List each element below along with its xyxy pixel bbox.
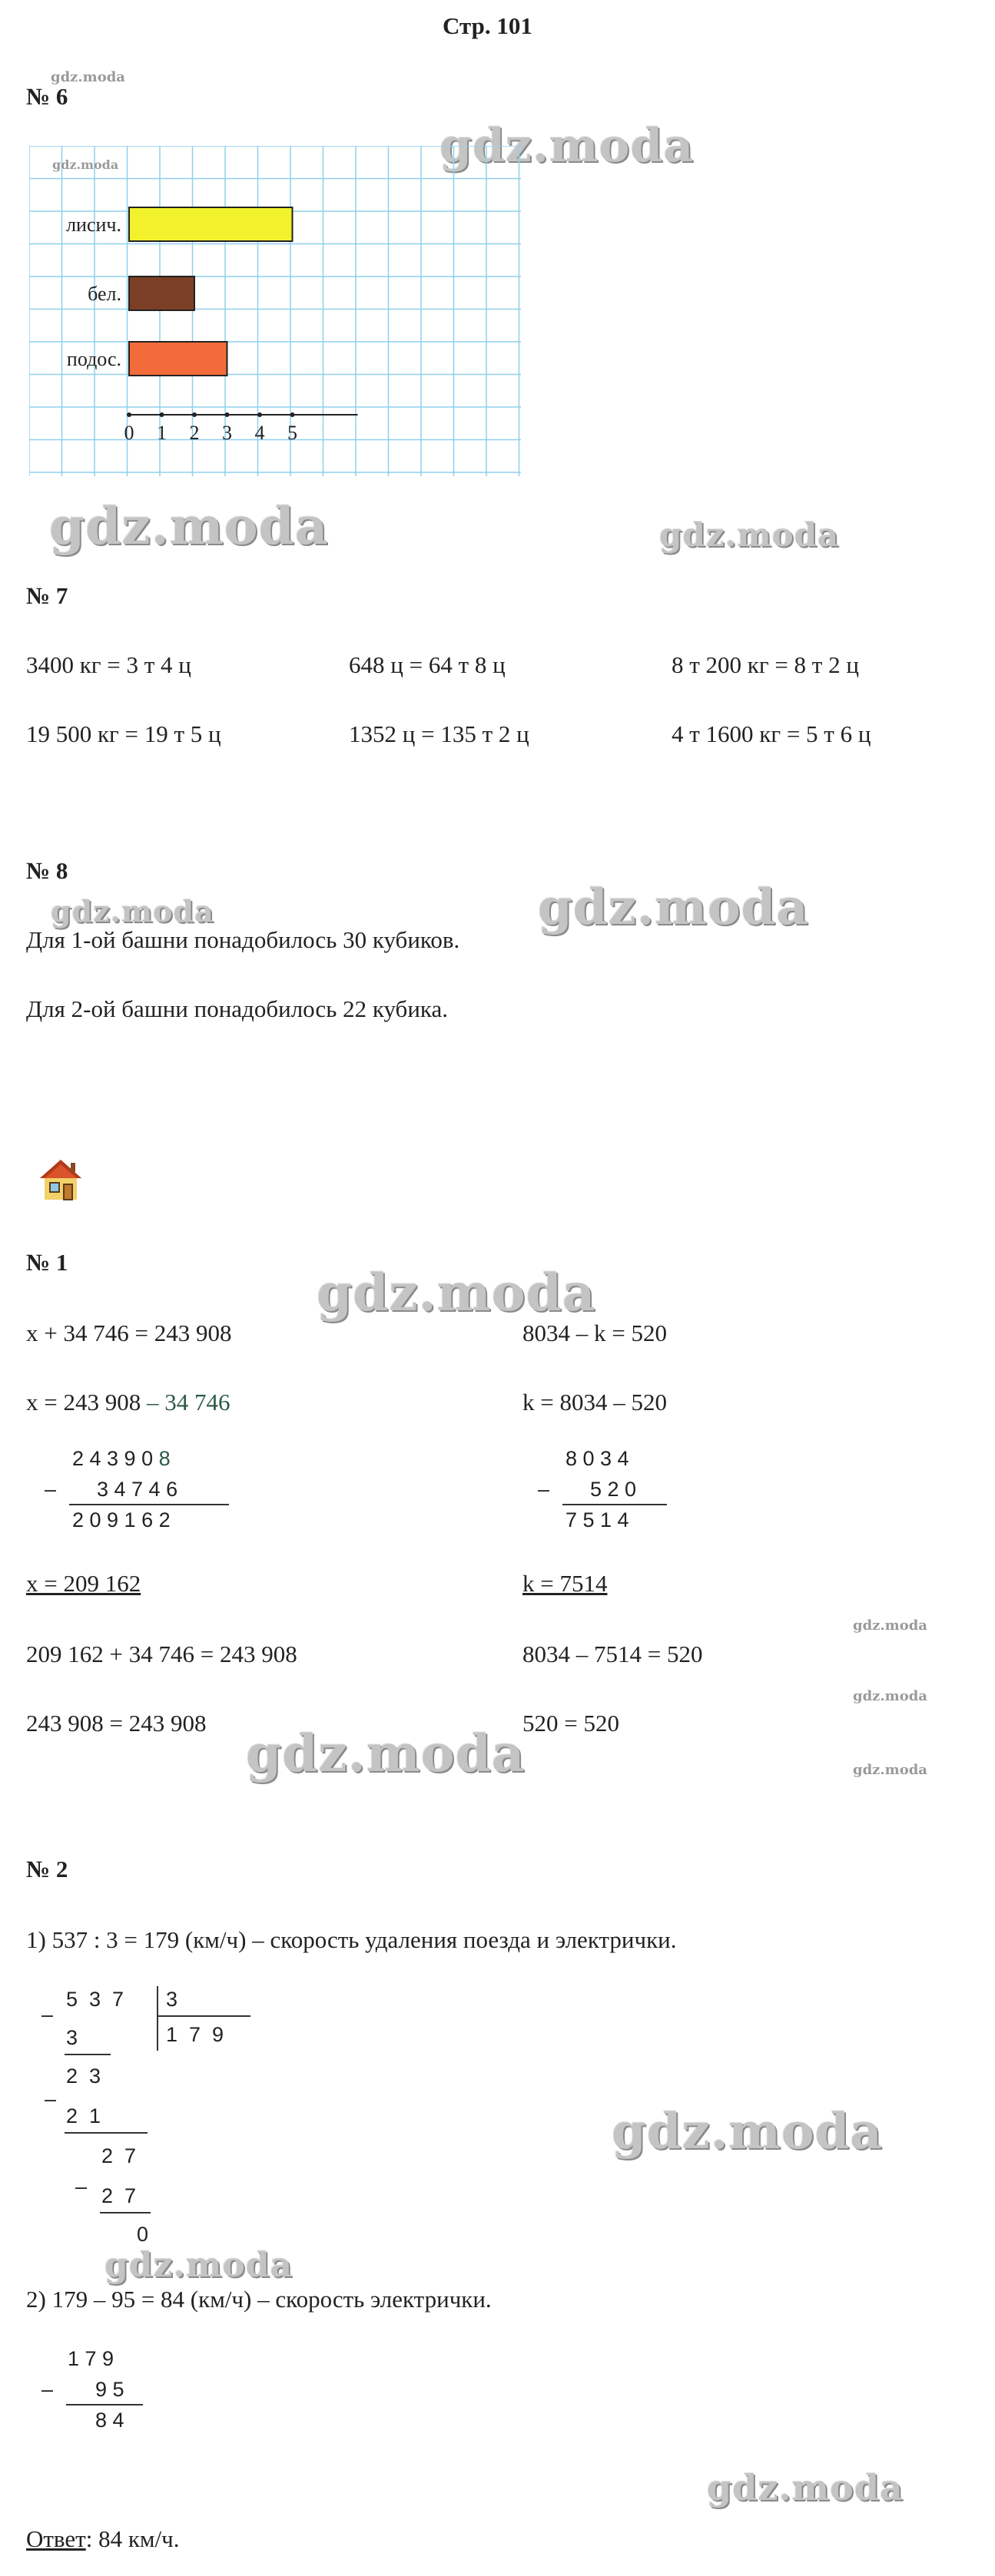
hw2-div-remainder: 0 — [137, 2223, 149, 2246]
watermark: gdz.moda — [538, 879, 809, 936]
x-tick-dot — [127, 412, 131, 417]
page-title: Стр. 101 — [443, 12, 532, 39]
category-label: лисич. — [66, 214, 121, 236]
house-icon — [37, 1157, 85, 1203]
hw2-div-rule1 — [65, 2054, 111, 2055]
x-tick-dot — [192, 412, 197, 417]
hw2-div-sub2: 2 1 — [66, 2104, 101, 2127]
x-tick-dot — [225, 412, 230, 417]
hw1-left-col-rule — [69, 1504, 229, 1505]
hw2-div-minus-3: – — [75, 2175, 88, 2198]
hw1-left-answer-text: x = 209 162 — [26, 1570, 141, 1597]
watermark: gdz.moda — [707, 2467, 904, 2508]
task8-line1: Для 1-ой башни понадобилось 30 кубиков. — [26, 926, 460, 953]
task7-row2-col3: 4 т 1600 кг = 5 т 6 ц — [672, 720, 871, 747]
hw2-step2: 2) 179 – 95 = 84 (км/ч) – скорость электрички. — [26, 2286, 492, 2313]
watermark-small: gdz.moda — [853, 1617, 927, 1634]
hw2-div-divisor: 3 — [166, 1988, 178, 2011]
task6-bar-chart — [29, 146, 521, 476]
task8-line2: Для 2-ой башни понадобилось 22 кубика. — [26, 995, 449, 1022]
task7-label: № 7 — [26, 582, 68, 609]
hw1-left-col-sign: – — [45, 1478, 57, 1501]
watermark: gdz.moda — [51, 894, 214, 929]
category-label: подос. — [66, 348, 121, 370]
hw2-div-rule3 — [100, 2212, 151, 2213]
task7-row2-col2: 1352 ц = 135 т 2 ц — [349, 720, 529, 747]
watermark: gdz.moda — [659, 516, 840, 554]
hw2-answer-label: Ответ — [26, 2525, 86, 2552]
hw1-left-col-top-last: 8 — [158, 1447, 171, 1470]
hw2-div-quotient: 1 7 9 — [166, 2023, 224, 2046]
hw2-answer — [26, 2527, 179, 2551]
hw1-left-col-top-main: 2 4 3 9 0 — [72, 1447, 159, 1470]
hw1-right-check2: 520 = 520 — [522, 1710, 619, 1737]
watermark: gdz.moda — [612, 2103, 883, 2160]
hw1-right-col-sign: – — [538, 1478, 550, 1501]
hw2-col-sign: – — [41, 2378, 54, 2401]
watermark-small: gdz.moda — [853, 1762, 927, 1778]
watermark: gdz.moda — [246, 1723, 526, 1783]
hw2-col-top: 1 7 9 — [68, 2347, 114, 2370]
bar — [129, 342, 227, 376]
hw1-left-eq1: x + 34 746 = 243 908 — [26, 1319, 232, 1346]
hw1-left-col-sub: 3 4 7 4 6 — [97, 1478, 178, 1501]
watermark-small: gdz.moda — [51, 69, 125, 85]
x-tick-label: 1 — [157, 422, 167, 444]
hw2-col-rule — [66, 2404, 143, 2405]
watermark: gdz.moda — [439, 119, 695, 173]
hw2-div-rem1: 2 3 — [66, 2064, 101, 2088]
hw2-div-dividend: 5 3 7 — [66, 1988, 124, 2011]
hw1-right-eq2: k = 8034 – 520 — [522, 1389, 667, 1415]
hw1-right-col-sub: 5 2 0 — [590, 1478, 637, 1501]
x-tick-dot — [290, 412, 295, 417]
hw1-right-eq1: 8034 – k = 520 — [522, 1319, 667, 1346]
x-tick-dot — [257, 412, 262, 417]
task7-row1-col3: 8 т 200 кг = 8 т 2 ц — [672, 651, 859, 678]
hw1-left-answer — [26, 1571, 141, 1595]
watermark-small: gdz.moda — [853, 1688, 927, 1704]
hw2-div-minus-1: – — [41, 2003, 54, 2026]
category-label: бел. — [88, 283, 121, 305]
hw1-left-eq2-subtrahend: – 34 746 — [146, 1389, 231, 1415]
task8-label: № 8 — [26, 857, 68, 884]
hw1-right-answer-text: k = 7514 — [522, 1570, 608, 1597]
watermark-small: gdz.moda — [52, 157, 119, 172]
hw1-left-check1: 209 162 + 34 746 = 243 908 — [26, 1641, 297, 1667]
hw2-col-res: 8 4 — [95, 2409, 124, 2432]
task7-row1-col1: 3400 кг = 3 т 4 ц — [26, 651, 191, 678]
bar — [129, 276, 194, 310]
x-tick-label: 0 — [124, 422, 134, 444]
x-tick-label: 3 — [222, 422, 232, 444]
task6-label: № 6 — [26, 83, 68, 110]
x-tick-label: 2 — [189, 422, 200, 444]
task7-row2-col1: 19 500 кг = 19 т 5 ц — [26, 720, 221, 747]
hw1-right-check1: 8034 – 7514 = 520 — [522, 1641, 703, 1667]
hw2-div-minus-2: – — [45, 2088, 57, 2111]
hw1-label: № 1 — [26, 1249, 68, 1276]
watermark: gdz.moda — [104, 2246, 294, 2285]
task7-row1-col2: 648 ц = 64 т 8 ц — [349, 651, 506, 678]
hw1-right-col-top: 8 0 3 4 — [565, 1447, 629, 1470]
x-tick-label: 4 — [254, 422, 265, 444]
hw1-left-check2: 243 908 = 243 908 — [26, 1710, 207, 1737]
hw1-left-eq2-main: x = 243 908 — [26, 1389, 147, 1415]
x-tick-dot — [160, 412, 164, 417]
hw2-div-divisor-rule — [158, 2015, 250, 2017]
hw2-div-rem2: 2 7 — [101, 2144, 137, 2167]
watermark: gdz.moda — [317, 1263, 596, 1323]
hw1-left-col-res: 2 0 9 1 6 2 — [72, 1508, 171, 1531]
x-tick-label: 5 — [287, 422, 297, 444]
hw2-label: № 2 — [26, 1856, 68, 1882]
watermark: gdz.moda — [49, 496, 329, 556]
bar — [129, 207, 293, 241]
hw1-right-col-res: 7 5 1 4 — [565, 1508, 629, 1531]
hw2-div-rule2 — [65, 2132, 148, 2134]
hw2-div-vertical-rule — [157, 1986, 158, 2051]
hw1-right-answer — [522, 1571, 607, 1595]
hw2-div-sub1: 3 — [66, 2026, 78, 2049]
hw2-step1: 1) 537 : 3 = 179 (км/ч) – скорость удаления поезда и электрички. — [26, 1926, 677, 1953]
hw2-col-sub: 9 5 — [95, 2378, 124, 2401]
hw1-left-col-top — [72, 1449, 171, 1469]
hw1-right-col-rule — [562, 1504, 667, 1505]
hw2-div-sub3: 2 7 — [101, 2184, 137, 2207]
hw2-answer-text: : 84 км/ч. — [85, 2525, 180, 2552]
hw1-left-eq2 — [26, 1390, 230, 1414]
